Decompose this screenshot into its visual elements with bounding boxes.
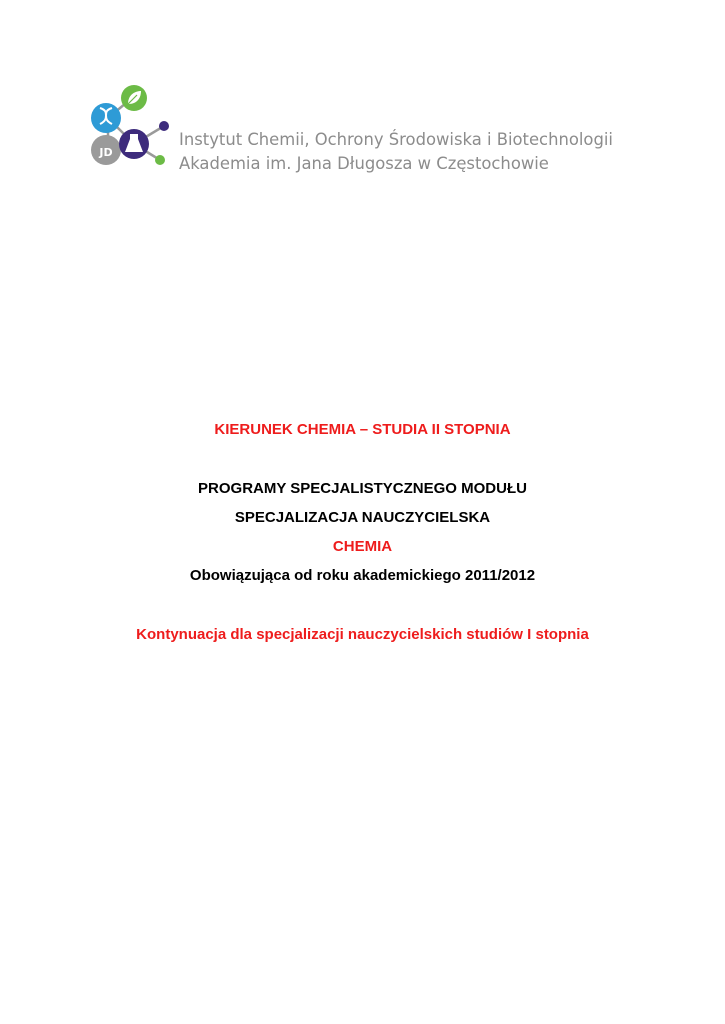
valid-from-text: Obowiązująca od roku akademickiego 2011/2012 xyxy=(189,567,536,584)
continuation-text: Kontynuacja dla specjalizacji nauczycielskich studiów I stopnia xyxy=(136,626,589,643)
institute-name-line-2: Akademia im. Jana Długosza w Częstochowie xyxy=(179,154,549,173)
institute-name xyxy=(179,128,613,176)
direction-heading: KIERUNEK CHEMIA – STUDIA II STOPNIA xyxy=(214,421,511,438)
programs-heading: PROGRAMY SPECJALISTYCZNEGO MODUŁU xyxy=(198,480,527,497)
specialization-heading: SPECJALIZACJA NAUCZYCIELSKA xyxy=(234,509,491,526)
institute-logo-icon xyxy=(88,84,172,172)
svg-text:JD: JD xyxy=(99,146,113,159)
institute-header xyxy=(88,84,648,174)
subject-heading: CHEMIA xyxy=(332,538,393,555)
institute-name-line-1: Instytut Chemii, Ochrony Środowiska i Biotechnologii xyxy=(179,130,613,149)
